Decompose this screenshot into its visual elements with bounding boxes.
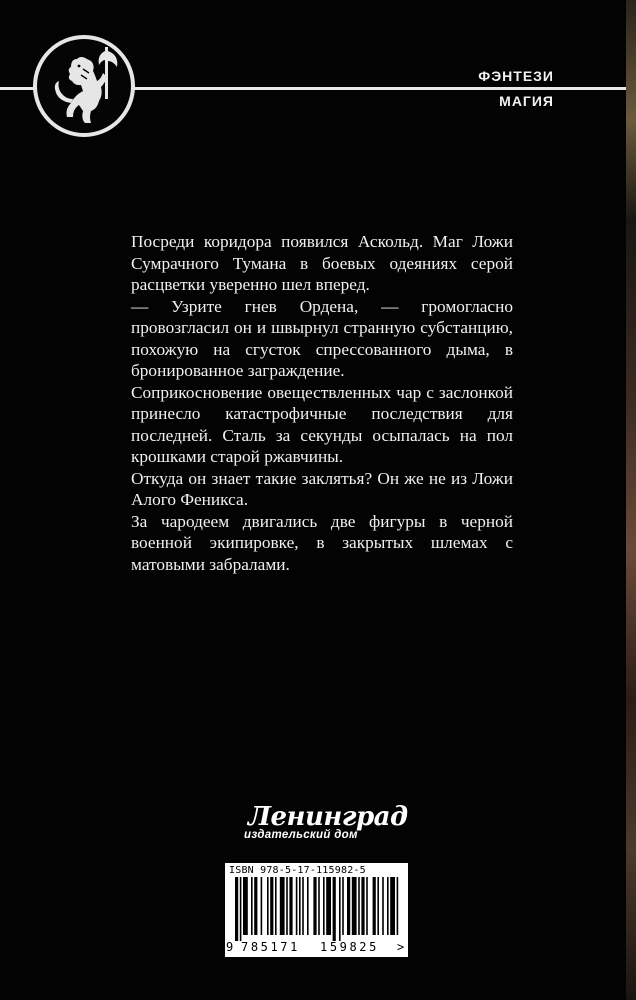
barcode-bar: [296, 877, 298, 935]
barcode-bar: [397, 877, 399, 935]
barcode-bar: [235, 877, 238, 941]
barcode-bar: [333, 877, 336, 941]
barcode-bar: [342, 877, 344, 935]
barcode-bar: [254, 877, 257, 935]
barcode-bar: [377, 877, 379, 935]
barcode-bar: [358, 877, 360, 935]
barcode-bar: [352, 877, 357, 935]
barcode-bar: [289, 877, 292, 935]
barcode-bar: [299, 877, 301, 935]
publisher-subtitle: издательский дом: [244, 829, 358, 841]
publisher-name: Ленинград: [248, 802, 408, 832]
blurb-paragraph: За чародеем двигались две фигуры в черной военной экипировке, в закрытых шлемах с матовыми забралами.: [131, 511, 513, 574]
barcode: [225, 863, 408, 957]
barcode-bar: [307, 877, 309, 935]
blurb-paragraph: — Узрите гнев Ордена, — громогласно провозгласил он и швырнул странную субстанцию, похожую на сгусток спрессованного дыма, в бронированное заграждение.: [131, 296, 513, 380]
barcode-bar: [390, 877, 395, 935]
barcode-bar: [261, 877, 263, 935]
barcode-bar: [280, 877, 285, 935]
blurb-paragraph: Соприкосновение овеществленных чар с заслонкой принесло катастрофичные последствия для последней. Сталь за секунды осыпалась на пол крошками старой ржавчины.: [131, 382, 513, 466]
barcode-bar: [373, 877, 376, 935]
barcode-bar: [243, 877, 248, 935]
barcode-bar: [275, 877, 277, 935]
lion-with-axe-icon: [37, 39, 131, 133]
genre-label-fantasy: ФЭНТЕЗИ: [478, 68, 554, 84]
series-logo: [33, 35, 135, 137]
publisher-logo: [242, 802, 408, 850]
spine-edge: [626, 0, 636, 1000]
barcode-bar: [240, 877, 242, 941]
barcode-bar: [286, 877, 288, 935]
isbn-number: ISBN 978-5-17-115982-5: [229, 865, 366, 876]
barcode-bar: [347, 877, 350, 935]
barcode-bar: [270, 877, 273, 935]
barcode-bar: [302, 877, 304, 935]
barcode-arrow: >: [397, 940, 405, 954]
barcode-bars: [233, 877, 401, 941]
barcode-bar: [382, 877, 384, 935]
blurb-paragraph: Откуда он знает такие заклятья? Он же не из Ложи Алого Феникса.: [131, 468, 513, 509]
barcode-bar: [323, 877, 325, 935]
barcode-right-digits: 159825: [320, 940, 379, 954]
barcode-bar: [318, 877, 320, 935]
barcode-bar: [251, 877, 253, 935]
genre-label-magic: МАГИЯ: [499, 93, 554, 109]
barcode-bar: [326, 877, 331, 935]
barcode-bar: [313, 877, 316, 935]
barcode-bar: [387, 877, 389, 935]
barcode-bar: [366, 877, 368, 935]
barcode-bar: [339, 877, 341, 941]
barcode-left-digits: 785171: [241, 940, 300, 954]
blurb-paragraph: Посреди коридора появился Аскольд. Маг Ложи Сумрачного Тумана в боевых одеяниях серой расцветки уверенно шел вперед.: [131, 232, 513, 294]
barcode-first-digit: 9: [226, 940, 234, 954]
barcode-bar: [361, 877, 364, 935]
barcode-bar: [267, 877, 269, 935]
blurb-text: [131, 231, 513, 575]
